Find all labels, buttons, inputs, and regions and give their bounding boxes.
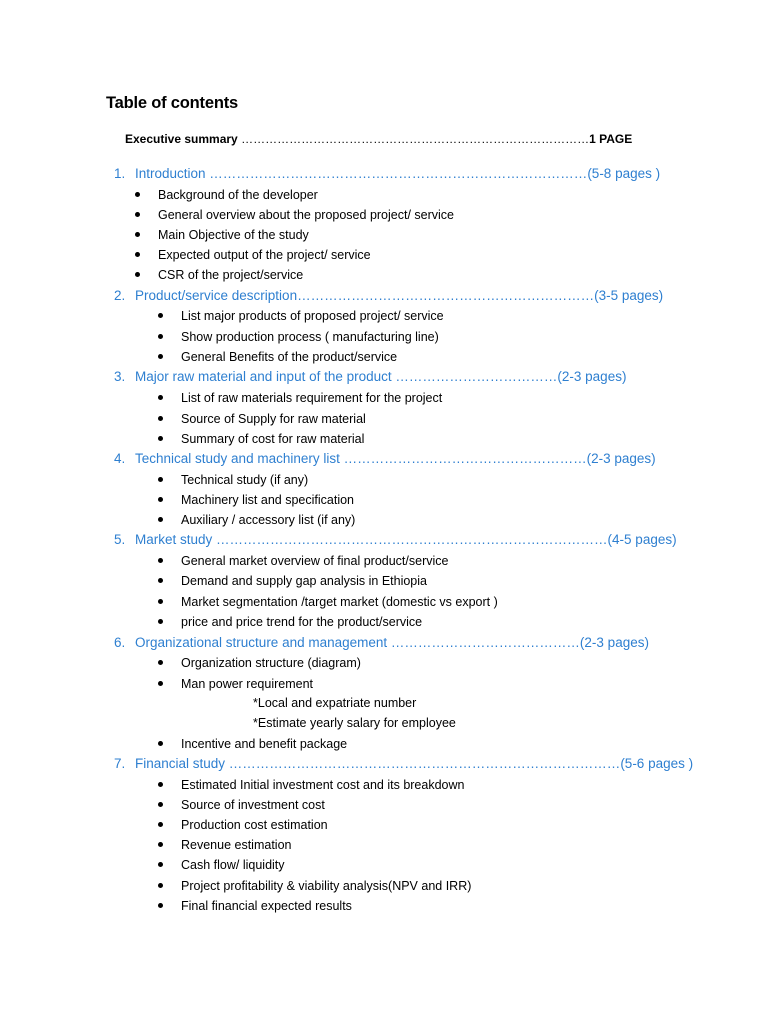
list-item: Project profitability & viability analysis(NPV and IRR): [181, 879, 472, 893]
list-item: Man power requirement: [181, 677, 314, 691]
bullet-icon: [158, 354, 163, 359]
toc-section-technical-study: [114, 450, 656, 468]
executive-summary-entry: [125, 132, 632, 146]
list-item: Background of the developer: [158, 188, 318, 202]
section-title: Technical study and machinery list: [135, 451, 340, 466]
bullet-icon: [158, 681, 163, 686]
list-item: General Benefits of the product/service: [181, 350, 398, 364]
bullet-icon: [158, 477, 163, 482]
section-number: 3.: [114, 369, 126, 384]
executive-summary-pages: 1 PAGE: [589, 132, 633, 146]
bullet-icon: [158, 558, 163, 563]
bullet-icon: [158, 334, 163, 339]
bullet-icon: [158, 802, 163, 807]
list-item: Technical study (if any): [181, 473, 309, 487]
list-item: Revenue estimation: [181, 838, 292, 852]
list-item: Incentive and benefit package: [181, 737, 348, 751]
toc-section-product-service: [114, 287, 663, 305]
bullet-icon: [158, 599, 163, 604]
list-item: Show production process ( manufacturing line): [181, 330, 439, 344]
list-item: Main Objective of the study: [158, 228, 309, 242]
section-leader: ……………………………………: [387, 635, 580, 650]
list-item: General overview about the proposed project/ service: [158, 208, 454, 222]
bullet-icon: [158, 313, 163, 318]
section-title: Major raw material and input of the product: [135, 369, 392, 384]
list-item: Organization structure (diagram): [181, 656, 361, 670]
toc-section-introduction: [114, 165, 660, 183]
section-number: 1.: [114, 166, 126, 181]
list-item: Summary of cost for raw material: [181, 432, 365, 446]
toc-section-raw-material: [114, 368, 626, 386]
list-item: CSR of the project/service: [158, 268, 304, 282]
list-item: Production cost estimation: [181, 818, 328, 832]
section-leader: ………………………………: [391, 369, 558, 384]
section-number: 6.: [114, 635, 126, 650]
section-title: Product/service description: [135, 288, 298, 303]
toc-section-organizational-structure: [114, 634, 649, 652]
bullet-icon: [158, 497, 163, 502]
list-subitem: *Local and expatriate number: [253, 696, 417, 710]
bullet-icon: [158, 741, 163, 746]
bullet-icon: [158, 903, 163, 908]
bullet-icon: [135, 272, 140, 277]
section-leader: ………………………………………………: [339, 451, 587, 466]
section-number: 5.: [114, 532, 126, 547]
section-pages: (2-3 pages): [579, 635, 649, 650]
section-leader: …………………………………………………………: [297, 288, 595, 303]
bullet-icon: [158, 862, 163, 867]
section-leader: ……………………………………………………………………………: [212, 532, 608, 547]
bullet-icon: [158, 416, 163, 421]
bullet-icon: [158, 578, 163, 583]
list-item: General market overview of final product/service: [181, 554, 449, 568]
bullet-icon: [135, 212, 140, 217]
bullet-icon: [158, 395, 163, 400]
list-item: List major products of proposed project/ service: [181, 309, 444, 323]
executive-summary-label: Executive summary: [125, 132, 238, 146]
list-item: price and price trend for the product/service: [181, 615, 423, 629]
list-item: Demand and supply gap analysis in Ethiopia: [181, 574, 427, 588]
bullet-icon: [158, 517, 163, 522]
toc-section-market-study: [114, 531, 677, 549]
bullet-icon: [158, 822, 163, 827]
section-number: 7.: [114, 756, 126, 771]
page-title: Table of contents: [106, 94, 238, 112]
section-title: Introduction: [135, 166, 206, 181]
section-title: Market study: [135, 532, 213, 547]
list-item: Source of Supply for raw material: [181, 412, 366, 426]
toc-section-financial-study: [114, 755, 693, 773]
section-pages: (2-3 pages): [557, 369, 627, 384]
list-item: Auxiliary / accessory list (if any): [181, 513, 356, 527]
section-pages: (4-5 pages): [607, 532, 677, 547]
list-subitem: *Estimate yearly salary for employee: [253, 716, 456, 730]
section-leader: …………………………………………………………………………: [205, 166, 588, 181]
section-title: Financial study: [135, 756, 226, 771]
bullet-icon: [158, 883, 163, 888]
bullet-icon: [158, 842, 163, 847]
section-pages: (5-6 pages ): [620, 756, 694, 771]
section-number: 2.: [114, 288, 126, 303]
bullet-icon: [158, 619, 163, 624]
bullet-icon: [135, 232, 140, 237]
list-item: Expected output of the project/ service: [158, 248, 371, 262]
list-item: Final financial expected results: [181, 899, 352, 913]
executive-summary-leader: ……………………………………………………………………………: [241, 132, 590, 146]
list-item: Estimated Initial investment cost and its breakdown: [181, 778, 465, 792]
section-leader: ……………………………………………………………………………: [225, 756, 621, 771]
section-pages: (5-8 pages ): [587, 166, 661, 181]
list-item: Market segmentation /target market (domestic vs export ): [181, 595, 498, 609]
list-item: Source of investment cost: [181, 798, 325, 812]
list-item: List of raw materials requirement for the project: [181, 391, 443, 405]
list-item: Machinery list and specification: [181, 493, 354, 507]
section-number: 4.: [114, 451, 126, 466]
section-title: Organizational structure and management: [135, 635, 388, 650]
bullet-icon: [158, 660, 163, 665]
bullet-icon: [135, 252, 140, 257]
bullet-icon: [135, 192, 140, 197]
bullet-icon: [158, 436, 163, 441]
bullet-icon: [158, 782, 163, 787]
section-pages: (3-5 pages): [594, 288, 664, 303]
section-pages: (2-3 pages): [586, 451, 656, 466]
list-item: Cash flow/ liquidity: [181, 858, 285, 872]
